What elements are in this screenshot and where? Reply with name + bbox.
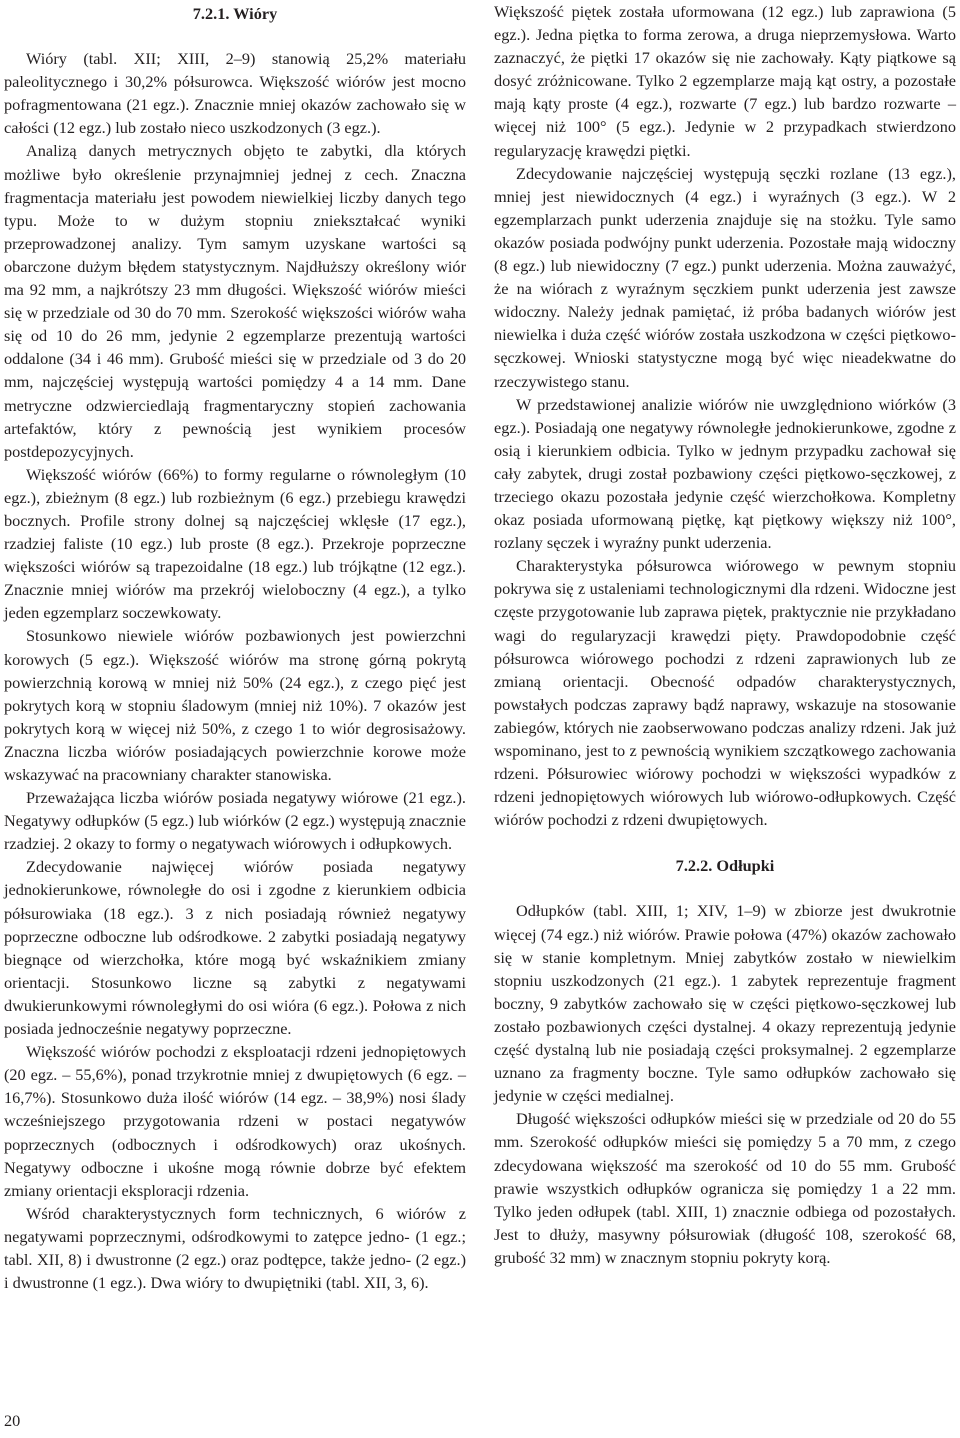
paragraph: Przeważająca liczba wiórów posiada negatywy wiórowe (21 egz.). Negatywy odłupków (5 egz.) lub wiórków (2 egz.) występują znacznie rzadziej. 2 okazy to formy o negatywach wiórowych i odłupkowych. <box>4 788 466 854</box>
paragraph-continued: Większość piętek została uformowana (12 egz.) lub zaprawiona (5 egz.). Jedna piętka to forma zerowa, a druga nieprzemysłowa. Warto zaznaczyć, że piętki 17 okazów się nie zachowały. Kąty piątkowe są dosyć zróżnicowane. Tylko 2 egzemplarze mają kąt ostry, a pozostałe mają kąty proste (4 egz.), rozwarte (7 egz.) lub bardzo rozwarte – więcej niż 100° (5 egz.). Jedynie w 2 przypadkach stwierdzono regularyzację krawędzi piętki. <box>494 2 956 160</box>
paragraph: Charakterystyka półsurowca wiórowego w pewnym stopniu pokrywa się z ustaleniami technologicznymi dla rdzeni. Widoczne jest częste przygotowanie lub zaprawa piętek, praktycznie nie przykładano wagi do regularyzacji krawędzi pięty. Prawdopodobnie część półsurowca wiórowego pochodzi z rdzeni zaprawionych lub ze zmianą orientacji. Obecność odpadów charakterystycznych, powstałych podczas zaprawy bądź naprawy, wskazuje na stosowanie zabiegów, których nie zaobserwowano podczas analizy rdzeni. Jak już wspominano, jest to z pewnością wynikiem szczątkowego zachowania rdzeni. Półsurowiec wiórowy pochodzi w większości wypadków z rdzeni jednopiętowych wiórowych lub wiórowo-odłupkowych. Część wiórów pochodzi z rdzeni dwupiętowych. <box>494 556 956 830</box>
right-column <box>494 0 956 1269</box>
section-heading-blades: 7.2.1. Wióry <box>192 4 278 23</box>
paragraph: Większość wiórów pochodzi z eksploatacji rdzeni jednopiętowych (20 egz. – 55,6%), ponad trzykrotnie mniej z dwupiętowych (6 egz. – 16,7%). Stosunkowo duża ilość wiórów (14 egz. – 38,9%) nosi ślady wcześniejszego przygotowania rdzeni w postaci negatywów poprzecznych (odbocznych i odśrodkowych) oraz ukośnych. Negatywy odboczne i ukośne mogą równie dobrze być efektem zmiany orientacji eksploracji rdzenia. <box>4 1042 466 1200</box>
paragraph: Wśród charakterystycznych form technicznych, 6 wiórów z negatywami poprzecznymi, odśrodkowymi to zatępce jedno- (1 egz.; tabl. XII, 8) i dwustronne (2 egz.) oraz podtępce, także jedno- (2 egz.) i dwustronne (1 egz.). Dwa wióry to dwupiętniki (tabl. XII, 3, 6). <box>4 1203 466 1293</box>
paragraph: Odłupków (tabl. XIII, 1; XIV, 1–9) w zbiorze jest dwukrotnie więcej (74 egz.) niż wiórów. Prawie połowa (47%) okazów zachowało się w stanie kompletnym. Mniej zabytków zostało w niewielkim stopniu uszkodzonych (21 egz.). 1 zabytek reprezentuje fragment boczny, 9 zabytków zachowało się w części piętkowo-sęczkowej lub zostało pozbawionych części dystalnej. 4 okazy reprezentują jedynie część dystalną lub nie posiadają części proksymalnej. 2 egzemplarze uznano za fragmenty boczne. Tyle samo odłupków zachowało się jedynie w części medialnej. <box>494 901 956 1106</box>
paragraph: W przedstawionej analizie wiórów nie uwzględniono wiórków (3 egz.). Posiadają one negatywy równoległe jednokierunkowe, zgodne z osią i kierunkiem odbicia. Tylko w jednym przypadku zachował się cały zabytek, drugi został pozbawiony części piętkowo-sęczkowej, z trzeciego okazu pozostała jedynie część wierzchołkowa. Kompletny okaz posiada uformowaną piętkę, kąt piętkowy większy niż 100°, rozlany sęczek i wyraźny punkt uderzenia. <box>494 394 956 553</box>
paragraph: Większość wiórów (66%) to formy regularne o równoległym (10 egz.), zbieżnym (8 egz.) lub rozbieżnym (6 egz.) przebiegu krawędzi bocznych. Profile strony dolnej są najczęściej wklęsłe (17 egz.), rzadziej faliste (10 egz.) lub proste (8 egz.). Przekroje poprzeczne większości wiórów są trapezoidalne (18 egz.) lub trójkątne (12 egz.). Znacznie mniej wiórów ma przekrój wieloboczny (4 egz.), a tylko jeden egzemplarz soczewkowaty. <box>4 464 466 623</box>
paragraph: Stosunkowo niewiele wiórów pozbawionych jest powierzchni korowych (5 egz.). Większość wiórów ma stronę górną pokrytą powierzchnią korową w mniej niż 50% (24 egz.), z czego pięć jest pokrytych korą w stopniu śladowym (mniej niż 10%). 7 okazów jest pokrytych korą w więcej niż 50%, z czego 1 to wiór degrosisażowy. Znaczna liczba wiórów posiadających powierzchnie korowe może wskazywać na pracowniany charakter stanowiska. <box>4 626 466 784</box>
paragraph: Zdecydowanie najczęściej występują sęczki rozlane (13 egz.), mniej jest niewidocznych (4 egz.) i wyraźnych (3 egz.). W 2 egzemplarzach punkt uderzenia znajduje się na stożku. Tyle samo okazów posiada podwójny punkt uderzenia. Pozostałe mają widoczny (8 egz.) lub niewidoczny (7 egz.) punkt uderzenia. Można zauważyć, że na wiórach z wyraźnym sęczkiem punkt uderzenia jest zawsze widoczny. Należy jednak pamiętać, iż próba badanych wiórów jest niewielka i duża część wiórów została uszkodzona w części piętkowo-sęczkowej. Wnioski statystyczne mogą być więc nieadekwatne do rzeczywistego stanu. <box>494 163 956 391</box>
left-column <box>4 0 466 1294</box>
page-number: 20 <box>4 1411 21 1430</box>
paragraph: Długość większości odłupków mieści się w przedziale od 20 do 55 mm. Szerokość odłupków mieści się pomiędzy 5 a 70 mm, z czego zdecydowana większość ma szerokość od 10 do 55 mm. Grubość prawie wszystkich odłupków ogranicza się pomiędzy 1 a 22 mm. Tylko jeden odłupek (tabl. XIII, 1) znacznie odbiega od pozostałych. Jest to dłuży, masywny półsurowiak (długość 108, szerokość 68, grubość 32 mm) w znacznym stopniu pokryty korą. <box>494 1109 956 1267</box>
paragraph: Wióry (tabl. XII; XIII, 2–9) stanowią 25,2% materiału paleolitycznego i 30,2% półsurowca. Większość wiórów jest mocno pofragmentowana (21 egz.). Znacznie mniej okazów zachowało się w całości (12 egz.) lub zostało nieco uszkodzonych (3 egz.). <box>4 49 466 138</box>
paragraph: Zdecydowanie najwięcej wiórów posiada negatywy jednokierunkowe, równoległe do osi i zgodne z kierunkiem odbicia półsurowiaka (18 egz.). 3 z nich posiadają również negatywy poprzeczne odboczne lub odśrodkowe. 2 zabytki posiadają negatywy biegnące od wierzchołka, które mogą być wskaźnikiem zmiany orientacji. Stosunkowo liczne są zabytki z negatywami dwukierunkowymi równoległymi do osi wióra (6 egz.). Połowa z nich posiada jednocześnie negatywy poprzeczne. <box>4 857 466 1039</box>
paragraph: Analizą danych metrycznych objęto te zabytki, dla których możliwe było określenie przynajmniej jednej z cech. Znaczna fragmentacja materiału jest powodem niewielkiej liczby danych tego typu. Może to w dużym stopniu zniekształcać wyniki przeprowadzonej analizy. Tym samym uzyskane wartości są obarczone dużym błędem statystycznym. Najdłuższy określony wiór ma 92 mm, a najkrótszy 23 mm długości. Większość wiórów mieści się w przedziale od 30 do 70 mm. Szerokość większości wiórów waha się od 10 do 26 mm, jedynie 2 egzemplarze prezentują wartości oddalone (34 i 46 mm). Grubość mieści się w przedziale od 3 do 20 mm, najczęściej występują wartości pomiędzy 4 a 14 mm. Dane metryczne odzwierciedlają fragmentaryczny stopień zachowania artefaktów, który z pewnością jest wynikiem procesów postdepozycyjnych. <box>4 141 466 461</box>
section-heading-flakes: 7.2.2. Odłupki <box>675 856 775 876</box>
